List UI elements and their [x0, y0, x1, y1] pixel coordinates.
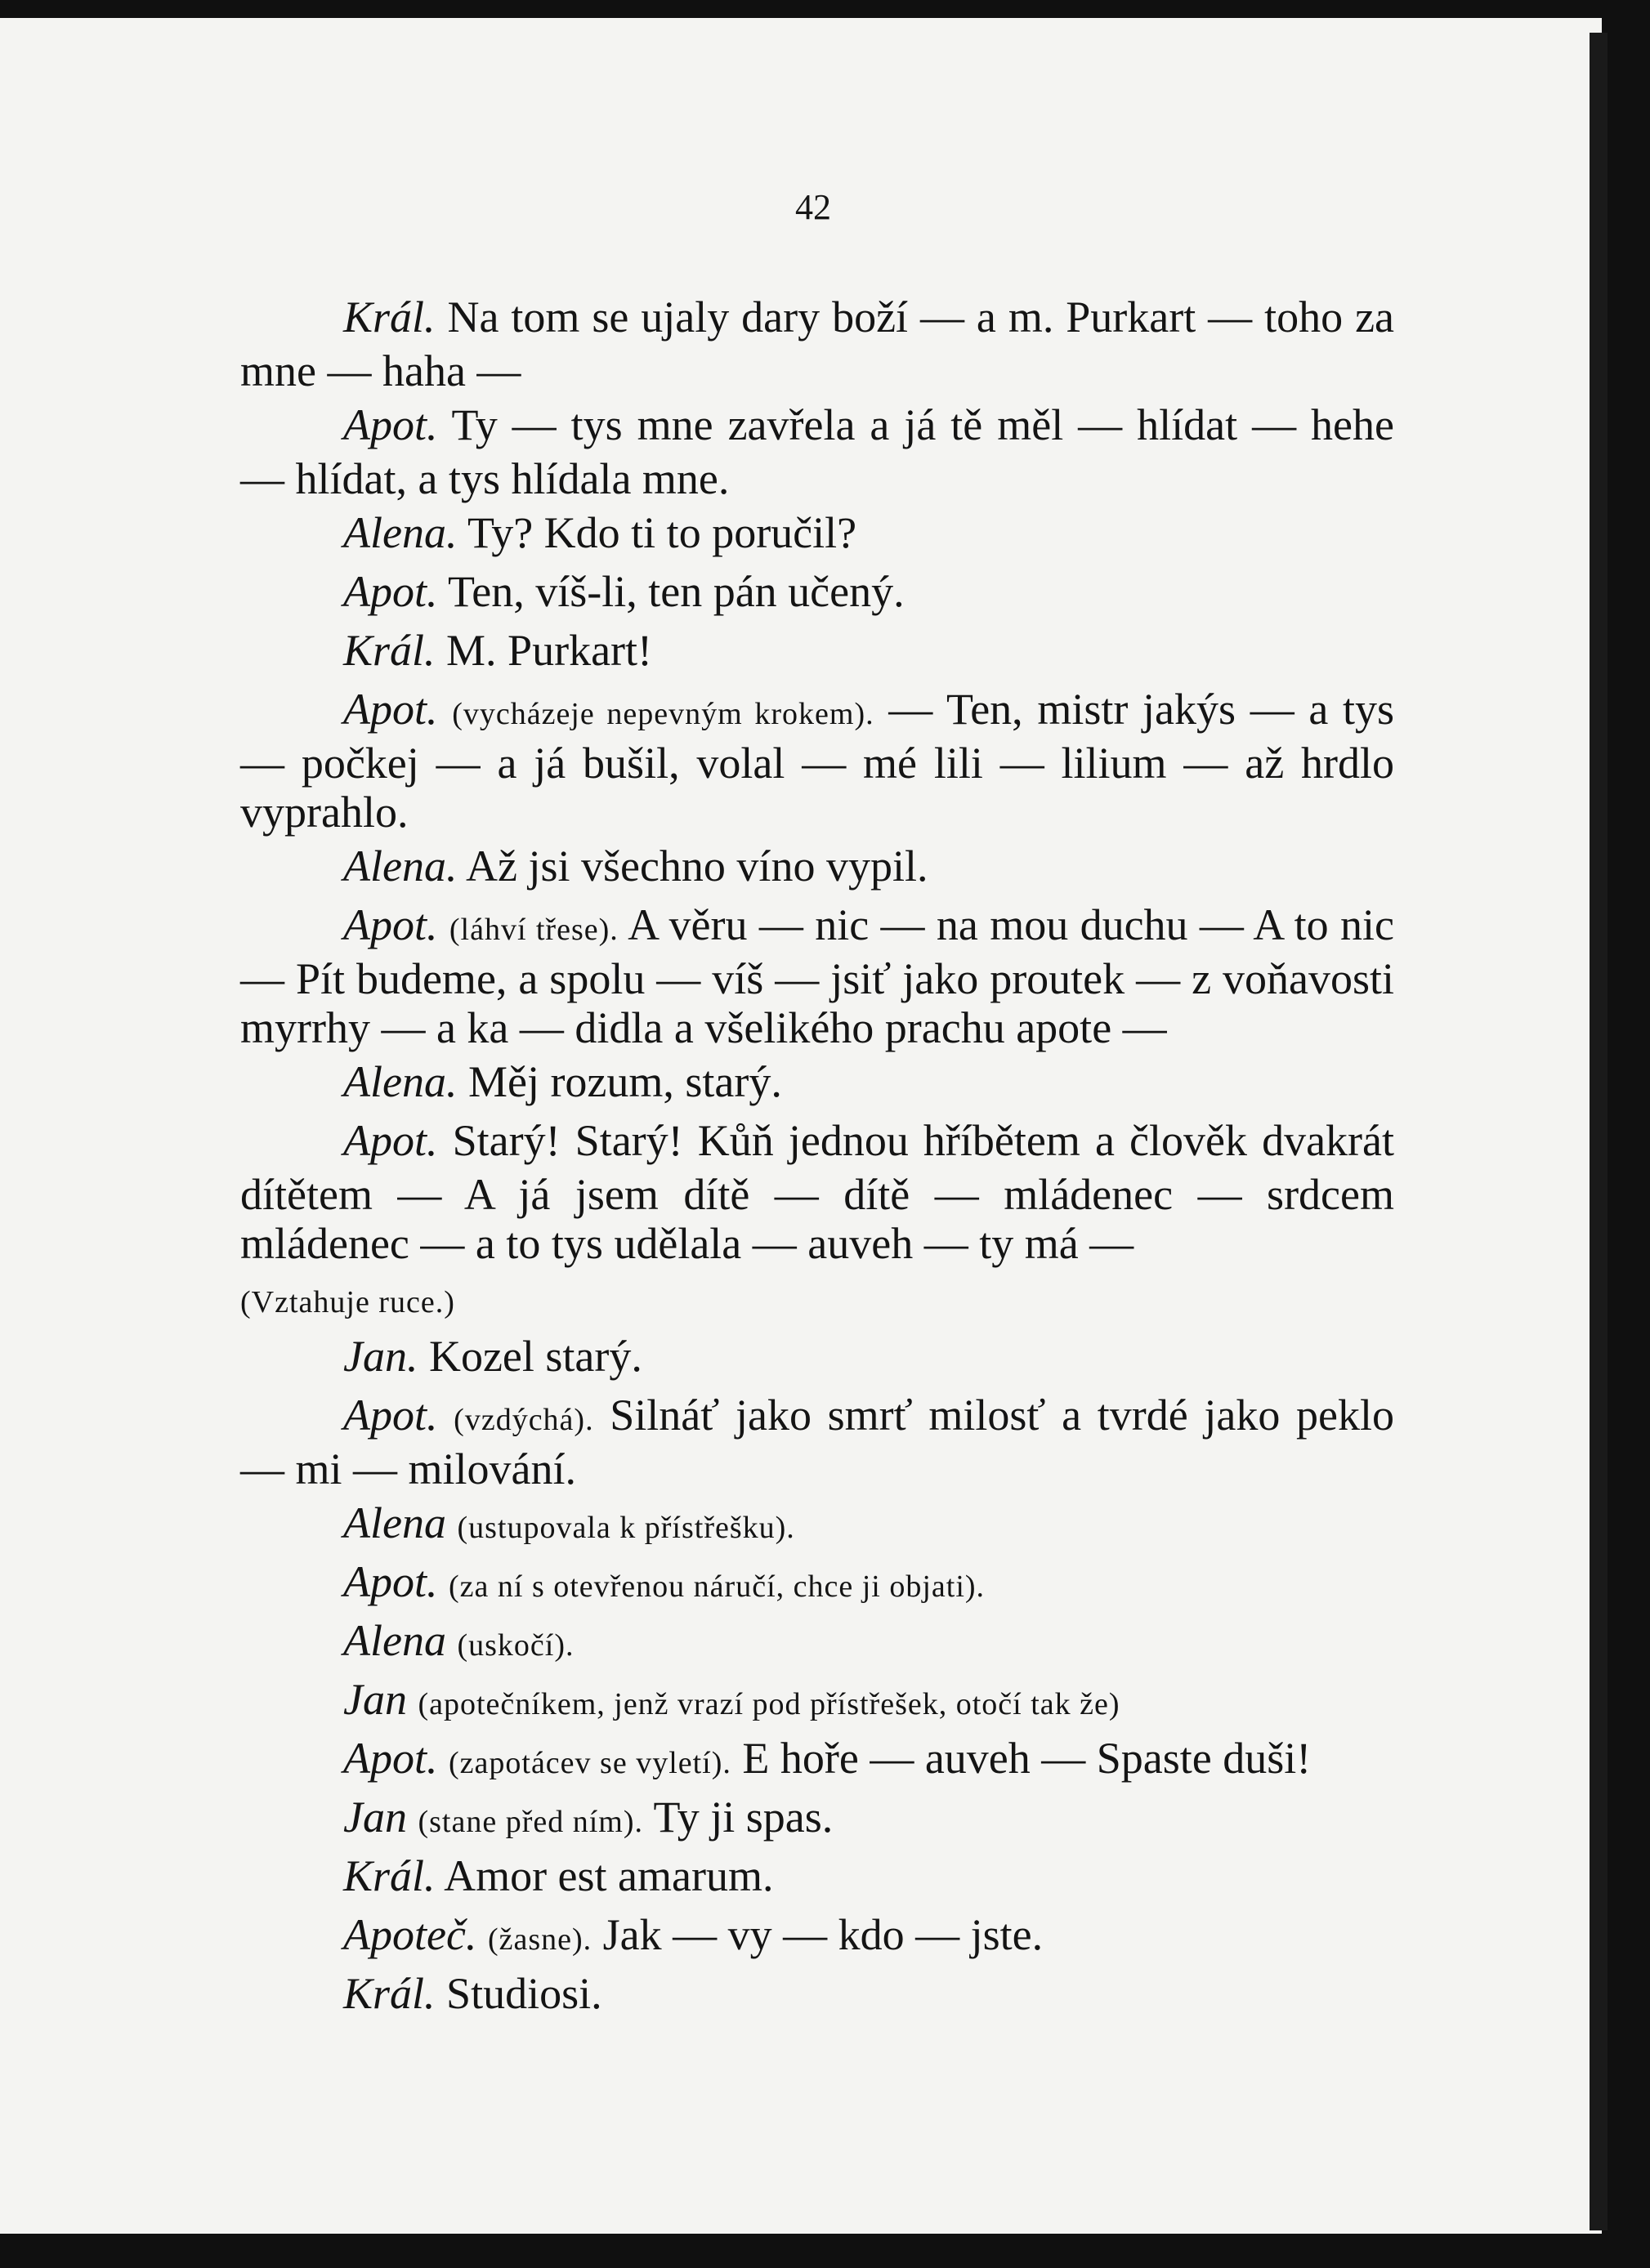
dialogue-paragraph: [240, 900, 1394, 1052]
dialogue-text: A věru — nic — na mou duchu — A to nic — Pít budeme, a spolu — víš — jsiť jako proutek — z voňavosti myrrhy — a ka — didla a všelikého prachu apote —: [240, 900, 1395, 1052]
stage-direction: (vycházeje nepevným krokem).: [452, 697, 874, 731]
stage-direction: (láhví třese).: [449, 913, 619, 947]
dialogue-paragraph: [240, 1734, 1394, 1788]
dialogue-text: Měj rozum, starý.: [467, 1057, 782, 1106]
speaker-name: Apot.: [343, 567, 438, 616]
speaker-name: Apot.: [343, 1734, 438, 1783]
dialogue-paragraph: [240, 1057, 1394, 1111]
dialogue-text: Kozel starý.: [428, 1332, 642, 1381]
speaker-name: Apoteč.: [343, 1910, 477, 1959]
speaker-name: Apot.: [343, 685, 438, 734]
speaker-name: Král.: [343, 1851, 436, 1900]
dialogue-paragraph: [240, 1391, 1394, 1493]
stage-direction: (za ní s otevřenou náručí, chce ji objati).: [449, 1569, 986, 1604]
speaker-name: Alena.: [343, 842, 458, 891]
dialogue-paragraph: [240, 1616, 1394, 1670]
speaker-name: Jan: [343, 1793, 407, 1842]
dialogue-paragraph: [240, 626, 1394, 680]
dialogue-text: Amor est amarum.: [444, 1851, 774, 1900]
dialogue-paragraph: [240, 1116, 1394, 1268]
dialogue-text: Ty ji spas.: [653, 1793, 834, 1842]
page-edge-shadow: [1590, 33, 1608, 2230]
dialogue-paragraph: [240, 1675, 1394, 1729]
stage-direction: (zapotácev se vyletí).: [449, 1746, 731, 1780]
stage-direction: (apotečníkem, jenž vrazí pod přístřešek, otočí tak že): [418, 1687, 1120, 1721]
dialogue-text: — Ten, mistr jakýs — a tys — počkej — a já bušil, volal — mé lili — lilium — až hrdlo vyprahlo.: [240, 685, 1395, 837]
dialogue-text: Na tom se ujaly dary boží — a m. Purkart — toho za mne — haha —: [240, 292, 1395, 395]
dialogue-text: Ten, víš-li, ten pán učený.: [448, 567, 905, 616]
dialogue-text: Ty — tys mne zavřela a já tě měl — hlídat — hehe — hlídat, a tys hlídala mne.: [240, 400, 1394, 503]
speaker-name: Alena: [343, 1616, 446, 1665]
speaker-name: Apot.: [343, 1557, 438, 1606]
speaker-name: Král.: [343, 1969, 436, 2018]
speaker-name: Alena.: [343, 1057, 458, 1106]
dialogue-paragraph: [240, 842, 1394, 895]
dialogue-paragraph: [240, 1332, 1394, 1386]
dialogue-text: M. Purkart!: [446, 626, 653, 675]
stage-direction: (stane před ním).: [418, 1805, 643, 1839]
dialogue-text: Až jsi všechno víno vypil.: [466, 842, 928, 891]
dialogue-paragraph: [240, 685, 1394, 837]
dialogue-text: Silnáť jako smrť milosť a tvrdé jako peklo — mi — milování.: [240, 1391, 1395, 1493]
dialogue-text: Jak — vy — kdo — jste.: [602, 1910, 1044, 1959]
stage-direction: (žasne).: [487, 1922, 592, 1957]
stage-direction-line: [240, 1273, 1394, 1327]
speaker-name: Jan: [343, 1675, 407, 1724]
speaker-name: Apot.: [343, 1391, 438, 1440]
speaker-name: Apot.: [343, 1116, 438, 1165]
dialogue-paragraph: [240, 1969, 1394, 2023]
dialogue-text: Ty? Kdo ti to poručil?: [467, 508, 857, 557]
dialogue-paragraph: [240, 400, 1394, 503]
page-number: 42: [795, 187, 831, 227]
stage-direction: (ustupovala k přístřešku).: [457, 1511, 795, 1545]
stage-direction: (Vztahuje ruce.): [240, 1285, 455, 1319]
dialogue-paragraph: [240, 567, 1394, 621]
dialogue-paragraph: [240, 1557, 1394, 1611]
speaker-name: Král.: [343, 626, 436, 675]
speaker-name: Alena: [343, 1498, 446, 1547]
dialogue-paragraph: [240, 508, 1394, 562]
stage-direction: (uskočí).: [457, 1628, 575, 1663]
stage-direction: (vzdýchá).: [454, 1403, 594, 1437]
dialogue-paragraph: [240, 1498, 1394, 1552]
dialogue-text: Studiosi.: [446, 1969, 602, 2018]
dialogue-paragraph: [240, 292, 1394, 395]
dialogue-paragraph: [240, 1910, 1394, 1964]
speaker-name: Apot.: [343, 900, 438, 949]
speaker-name: Jan.: [343, 1332, 418, 1381]
speaker-name: Král.: [343, 292, 436, 342]
speaker-name: Apot.: [343, 400, 438, 449]
text-column: [240, 292, 1394, 2028]
dialogue-text: E hoře — auveh — Spaste duši!: [742, 1734, 1312, 1783]
dialogue-paragraph: [240, 1793, 1394, 1846]
dialogue-paragraph: [240, 1851, 1394, 1905]
speaker-name: Alena.: [343, 508, 458, 557]
dialogue-text: Starý! Starý! Kůň jednou hříbětem a člověk dvakrát dítětem — A já jsem dítě — dítě — mládenec — srdcem mládenec — a to tys udělala — auveh — ty má —: [240, 1116, 1394, 1268]
